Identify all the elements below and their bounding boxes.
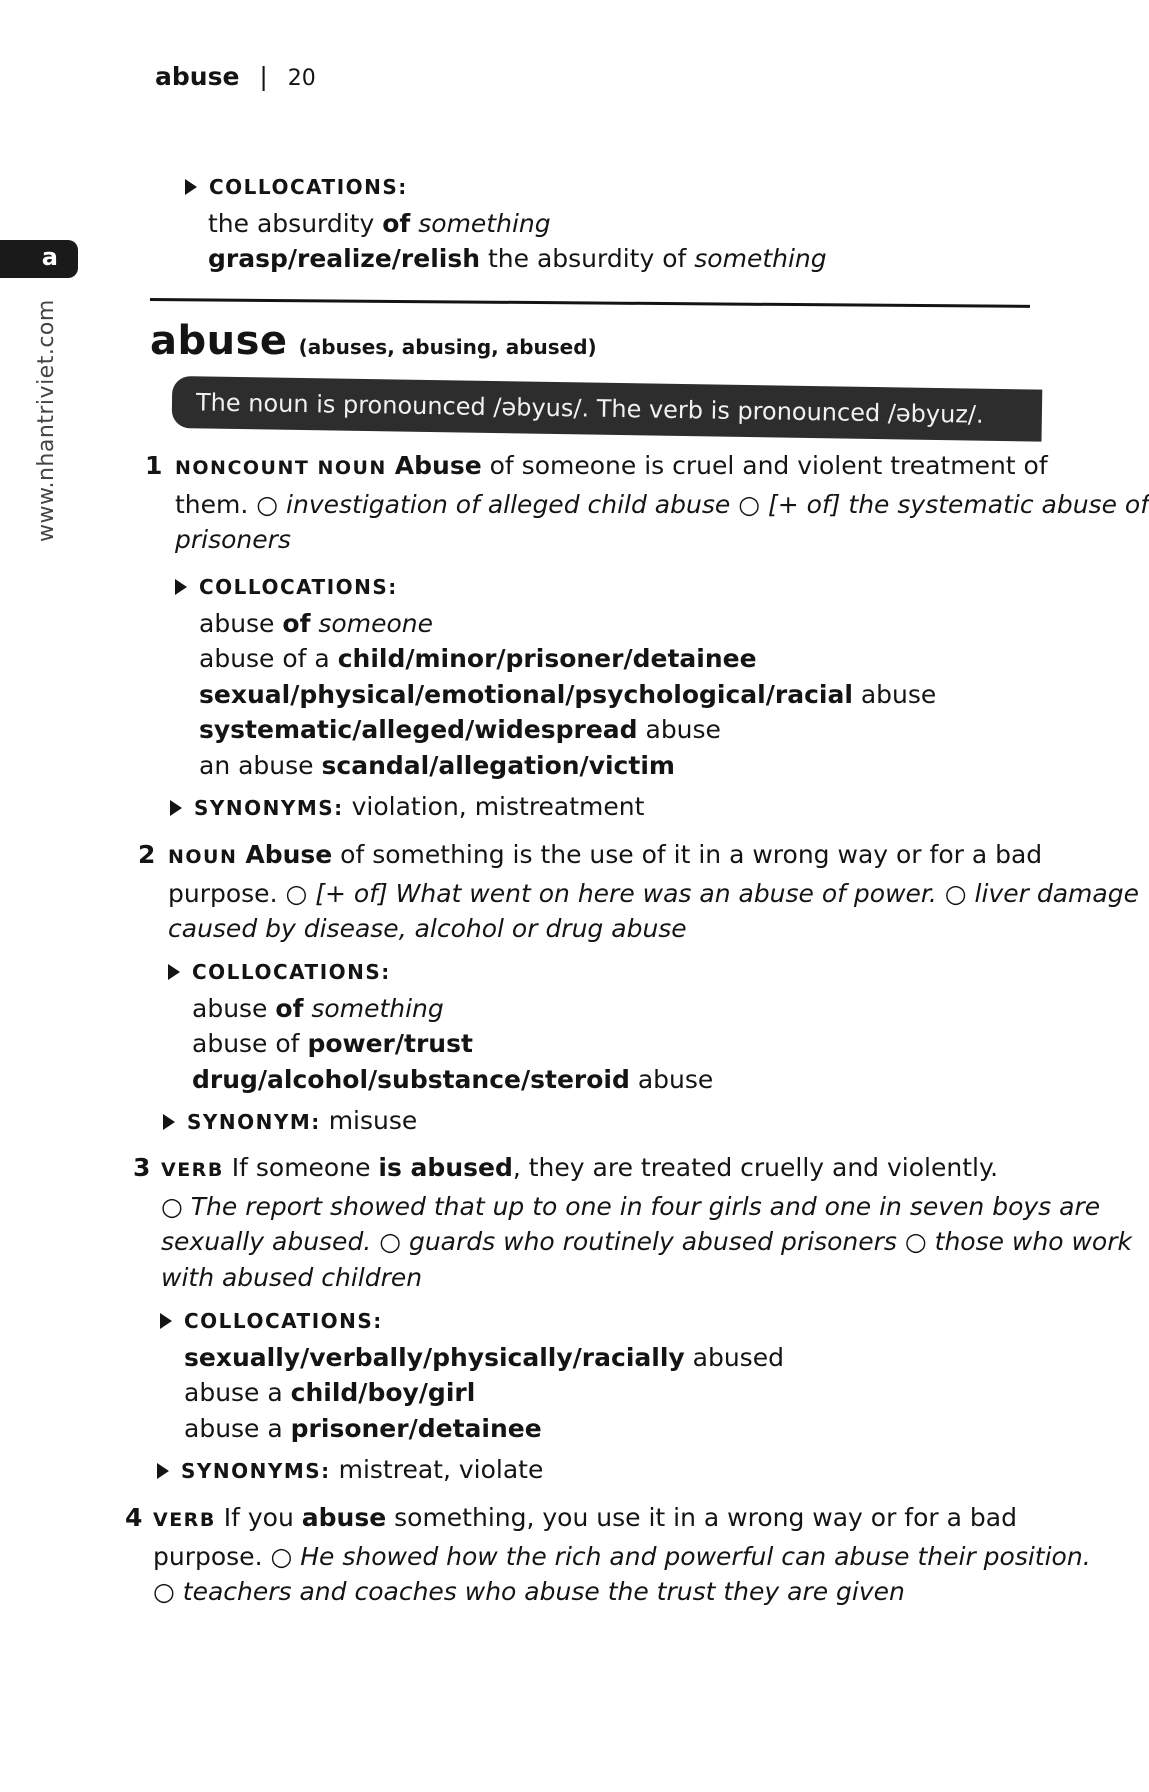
entry-divider-rule [150, 298, 1030, 308]
sense-number: 4 [125, 1503, 143, 1532]
example: ○ [+ of] the systematic abuse of [738, 489, 1149, 519]
example: ○ The report showed that up to one in four girls and one in seven boys are [161, 1191, 1101, 1221]
collocation-line: drug/alcohol/substance/steroid abuse [192, 1064, 714, 1094]
pronunciation-banner: The noun is pronounced /əbyus/. The verb is pronounced /əbyuz/. [172, 376, 1043, 442]
inflected-forms: (abuses, abusing, abused) [298, 335, 597, 359]
example: ○ those who work [904, 1227, 1132, 1256]
running-head-headword: abuse [155, 62, 240, 91]
collocation-line: sexually/verbally/physically/racially abused [184, 1342, 784, 1372]
example: prisoners [175, 525, 291, 554]
sense-number: 3 [133, 1153, 151, 1182]
sense-2: 2 NOUN Abuse of something is the use of it in a wrong way or for a bad purpose. ○ [+ of] What went on here was an abuse of power. ○ liver damage caused by disease, alcohol or drug abuse [138, 837, 1139, 947]
page-number: 20 [287, 66, 316, 91]
triangle-bullet-icon [168, 964, 180, 980]
sense-1: 1 NONCOUNT NOUN Abuse of someone is cruel and violent treatment of them. ○ investigation of alleged child abuse ○ [+ of] the systematic abuse of prisoners [145, 448, 1149, 558]
collocation-line: systematic/alleged/widespread abuse [199, 715, 721, 744]
entry-headword [150, 318, 597, 364]
example: ○ [+ of] What went on here was an abuse of power. [285, 878, 945, 908]
sense-1-collocations: COLLOCATIONS: abuse of someone abuse of a child/minor/prisoner/detainee sexual/physical/emotional/psychological/racial abuse systematic/alleged/widespread abuse an abuse scandal/allegation/victim [175, 568, 936, 783]
running-head [155, 62, 316, 91]
sense-1-synonyms: SYNONYMS: violation, mistreatment [170, 789, 644, 827]
prev-entry-collocations [185, 168, 827, 277]
side-url: www.nhantriviet.com [34, 299, 59, 542]
triangle-bullet-icon [157, 1463, 169, 1479]
example: ○ He showed how the rich and powerful can abuse their position. [270, 1541, 1091, 1571]
collocation-line: abuse a prisoner/detainee [184, 1413, 542, 1443]
thumb-index-tab [0, 240, 78, 278]
example: with abused children [161, 1262, 423, 1292]
part-of-speech: NOUN [168, 846, 238, 868]
collocation-line: abuse of a child/minor/prisoner/detainee [199, 644, 757, 673]
part-of-speech: VERB [161, 1159, 224, 1181]
collocation-line: grasp/realize/relish the absurdity of something [208, 244, 827, 273]
collocations-label: COLLOCATIONS: [209, 175, 408, 199]
triangle-bullet-icon [185, 179, 197, 195]
collocation-line: abuse of power/trust [192, 1029, 473, 1058]
example: caused by disease, alcohol or drug abuse [168, 914, 687, 943]
sense-4: 4 VERB If you abuse something, you use it in a wrong way or for a bad purpose. ○ He showed how the rich and powerful can abuse their position. ○ teachers and coaches who abuse the trust they are given [125, 1500, 1091, 1610]
collocation-line: abuse a child/boy/girl [184, 1378, 476, 1407]
triangle-bullet-icon [163, 1114, 175, 1130]
example: ○ guards who routinely abused prisoners [379, 1227, 905, 1256]
sense-3: 3 VERB If someone is abused, they are treated cruelly and violently. ○ The report showed that up to one in four girls and one in seven boys are sexually abused. ○ guards who routinely abused prisoners ○ those who work with abused children [133, 1150, 1132, 1295]
triangle-bullet-icon [160, 1313, 172, 1329]
thumb-index-letter: a [41, 243, 58, 271]
sense-3-synonyms: SYNONYMS: mistreat, violate [157, 1452, 543, 1490]
part-of-speech: VERB [153, 1509, 216, 1531]
sense-2-collocations: COLLOCATIONS: abuse of something abuse of power/trust drug/alcohol/substance/steroid abuse [168, 953, 713, 1097]
sense-2-synonyms: SYNONYM: misuse [163, 1103, 417, 1141]
triangle-bullet-icon [170, 800, 182, 816]
example: ○ investigation of alleged child abuse [256, 489, 739, 519]
part-of-speech: NONCOUNT NOUN [175, 457, 387, 479]
sense-3-collocations: COLLOCATIONS: sexually/verbally/physically/racially abused abuse a child/boy/girl abuse a prisoner/detainee [160, 1302, 784, 1446]
running-head-separator: | [259, 62, 268, 91]
example: ○ liver damage [944, 878, 1139, 908]
example: ○ teachers and coaches who abuse the trust they are given [153, 1577, 905, 1606]
sense-number: 1 [145, 451, 163, 480]
collocation-line: the absurdity of something [208, 208, 551, 238]
headword: abuse [150, 318, 288, 364]
triangle-bullet-icon [175, 579, 187, 595]
example: sexually abused. [161, 1227, 380, 1256]
collocation-line: abuse of someone [199, 608, 433, 638]
collocation-line: abuse of something [192, 993, 444, 1023]
sense-number: 2 [138, 840, 156, 869]
collocation-line: sexual/physical/emotional/psychological/racial abuse [199, 679, 937, 709]
collocation-line: an abuse scandal/allegation/victim [199, 750, 675, 780]
